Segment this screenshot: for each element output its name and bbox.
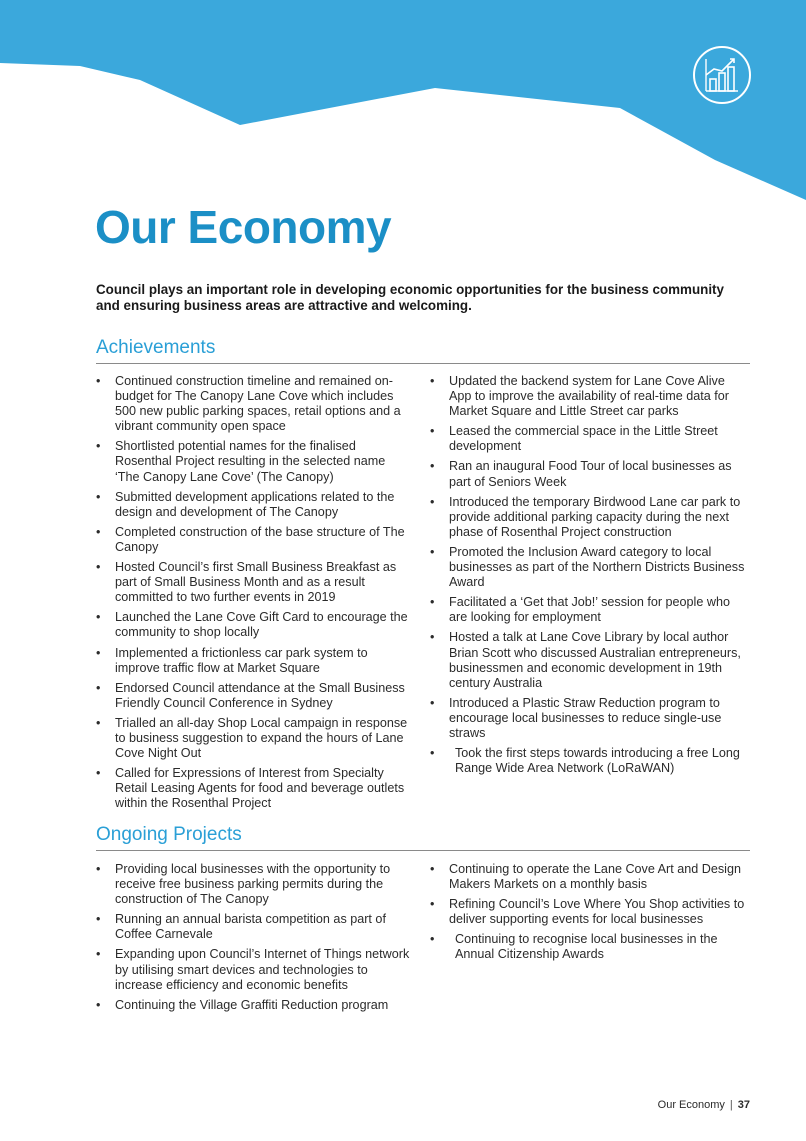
ongoing-right-list: [430, 862, 748, 968]
footer-separator: |: [729, 1099, 733, 1111]
list-item: • Submitted development applications related to the design and development of The Canopy: [96, 490, 412, 520]
list-item: • Introduced a Plastic Straw Reduction program to encourage local businesses to reduce single-use straws: [430, 696, 748, 741]
header-banner: [0, 0, 806, 210]
intro-paragraph: Council plays an important role in developing economic opportunities for the business community and ensuring business areas are attractive and welcoming.: [96, 282, 724, 313]
list-item: • Shortlisted potential names for the finalised Rosenthal Project resulting in the selected name ‘The Canopy Lane Cove’ (The Canopy): [96, 439, 412, 484]
list-item: • Hosted a talk at Lane Cove Library by local author Brian Scott who discussed Australian entrepreneurs, businessmen and economic development in 19th century Australia: [430, 630, 748, 690]
ongoing-left-list: [96, 862, 412, 1018]
achievements-left-list: [96, 374, 412, 816]
list-item: • Endorsed Council attendance at the Small Business Friendly Council Conference in Sydney: [96, 681, 412, 711]
list-item: • Updated the backend system for Lane Cove Alive App to improve the availability of real-time data for Market Square and Little Street car parks: [430, 374, 748, 419]
list-item: • Launched the Lane Cove Gift Card to encourage the community to shop locally: [96, 610, 412, 640]
list-item: • Hosted Council’s first Small Business Breakfast as part of Small Business Month and as a result committed to two further events in 2019: [96, 560, 412, 605]
achievements-heading: Achievements: [96, 337, 750, 364]
banner-shape: [0, 0, 806, 200]
list-item: • Introduced the temporary Birdwood Lane car park to provide additional parking capacity during the next phase of Rosenthal Project construction: [430, 495, 748, 540]
list-item: • Continuing to operate the Lane Cove Art and Design Makers Markets on a monthly basis: [430, 862, 748, 892]
page-footer: [658, 1099, 750, 1111]
list-item: • Continuing the Village Graffiti Reduction program: [96, 998, 412, 1013]
list-item: • Completed construction of the base structure of The Canopy: [96, 525, 412, 555]
list-item: • Continuing to recognise local businesses in the Annual Citizenship Awards: [430, 932, 748, 962]
footer-section-name: Our Economy: [657, 1099, 725, 1111]
list-item: • Refining Council’s Love Where You Shop activities to deliver supporting events for local businesses: [430, 897, 748, 927]
list-item: • Facilitated a ‘Get that Job!’ session for people who are looking for employment: [430, 595, 748, 625]
list-item: • Providing local businesses with the opportunity to receive free business parking permits during the construction of The Canopy: [96, 862, 412, 907]
page-title: Our Economy: [95, 201, 392, 253]
list-item: • Took the first steps towards introducing a free Long Range Wide Area Network (LoRaWAN): [430, 746, 748, 776]
list-item: • Trialled an all-day Shop Local campaign in response to business suggestion to expand the hours of Lane Cove Night Out: [96, 716, 412, 761]
list-item: • Continued construction timeline and remained on-budget for The Canopy Lane Cove which includes 500 new public parking spaces, retail options and a vibrant community open space: [96, 374, 412, 434]
list-item: • Called for Expressions of Interest from Specialty Retail Leasing Agents for food and beverage outlets within the Rosenthal Project: [96, 766, 412, 811]
list-item: • Promoted the Inclusion Award category to local businesses as part of the Northern Districts Business Award: [430, 545, 748, 590]
list-item: • Expanding upon Council’s Internet of Things network by utilising smart devices and technologies to increase efficiency and economic benefits: [96, 947, 412, 992]
list-item: • Running an annual barista competition as part of Coffee Carnevale: [96, 912, 412, 942]
list-item: • Ran an inaugural Food Tour of local businesses as part of Seniors Week: [430, 459, 748, 489]
page-number: 37: [737, 1099, 750, 1111]
achievements-right-list: [430, 374, 748, 781]
ongoing-projects-heading: Ongoing Projects: [96, 824, 750, 851]
bar-chart-growth-icon: [692, 45, 752, 105]
list-item: • Leased the commercial space in the Little Street development: [430, 424, 748, 454]
list-item: • Implemented a frictionless car park system to improve traffic flow at Market Square: [96, 646, 412, 676]
